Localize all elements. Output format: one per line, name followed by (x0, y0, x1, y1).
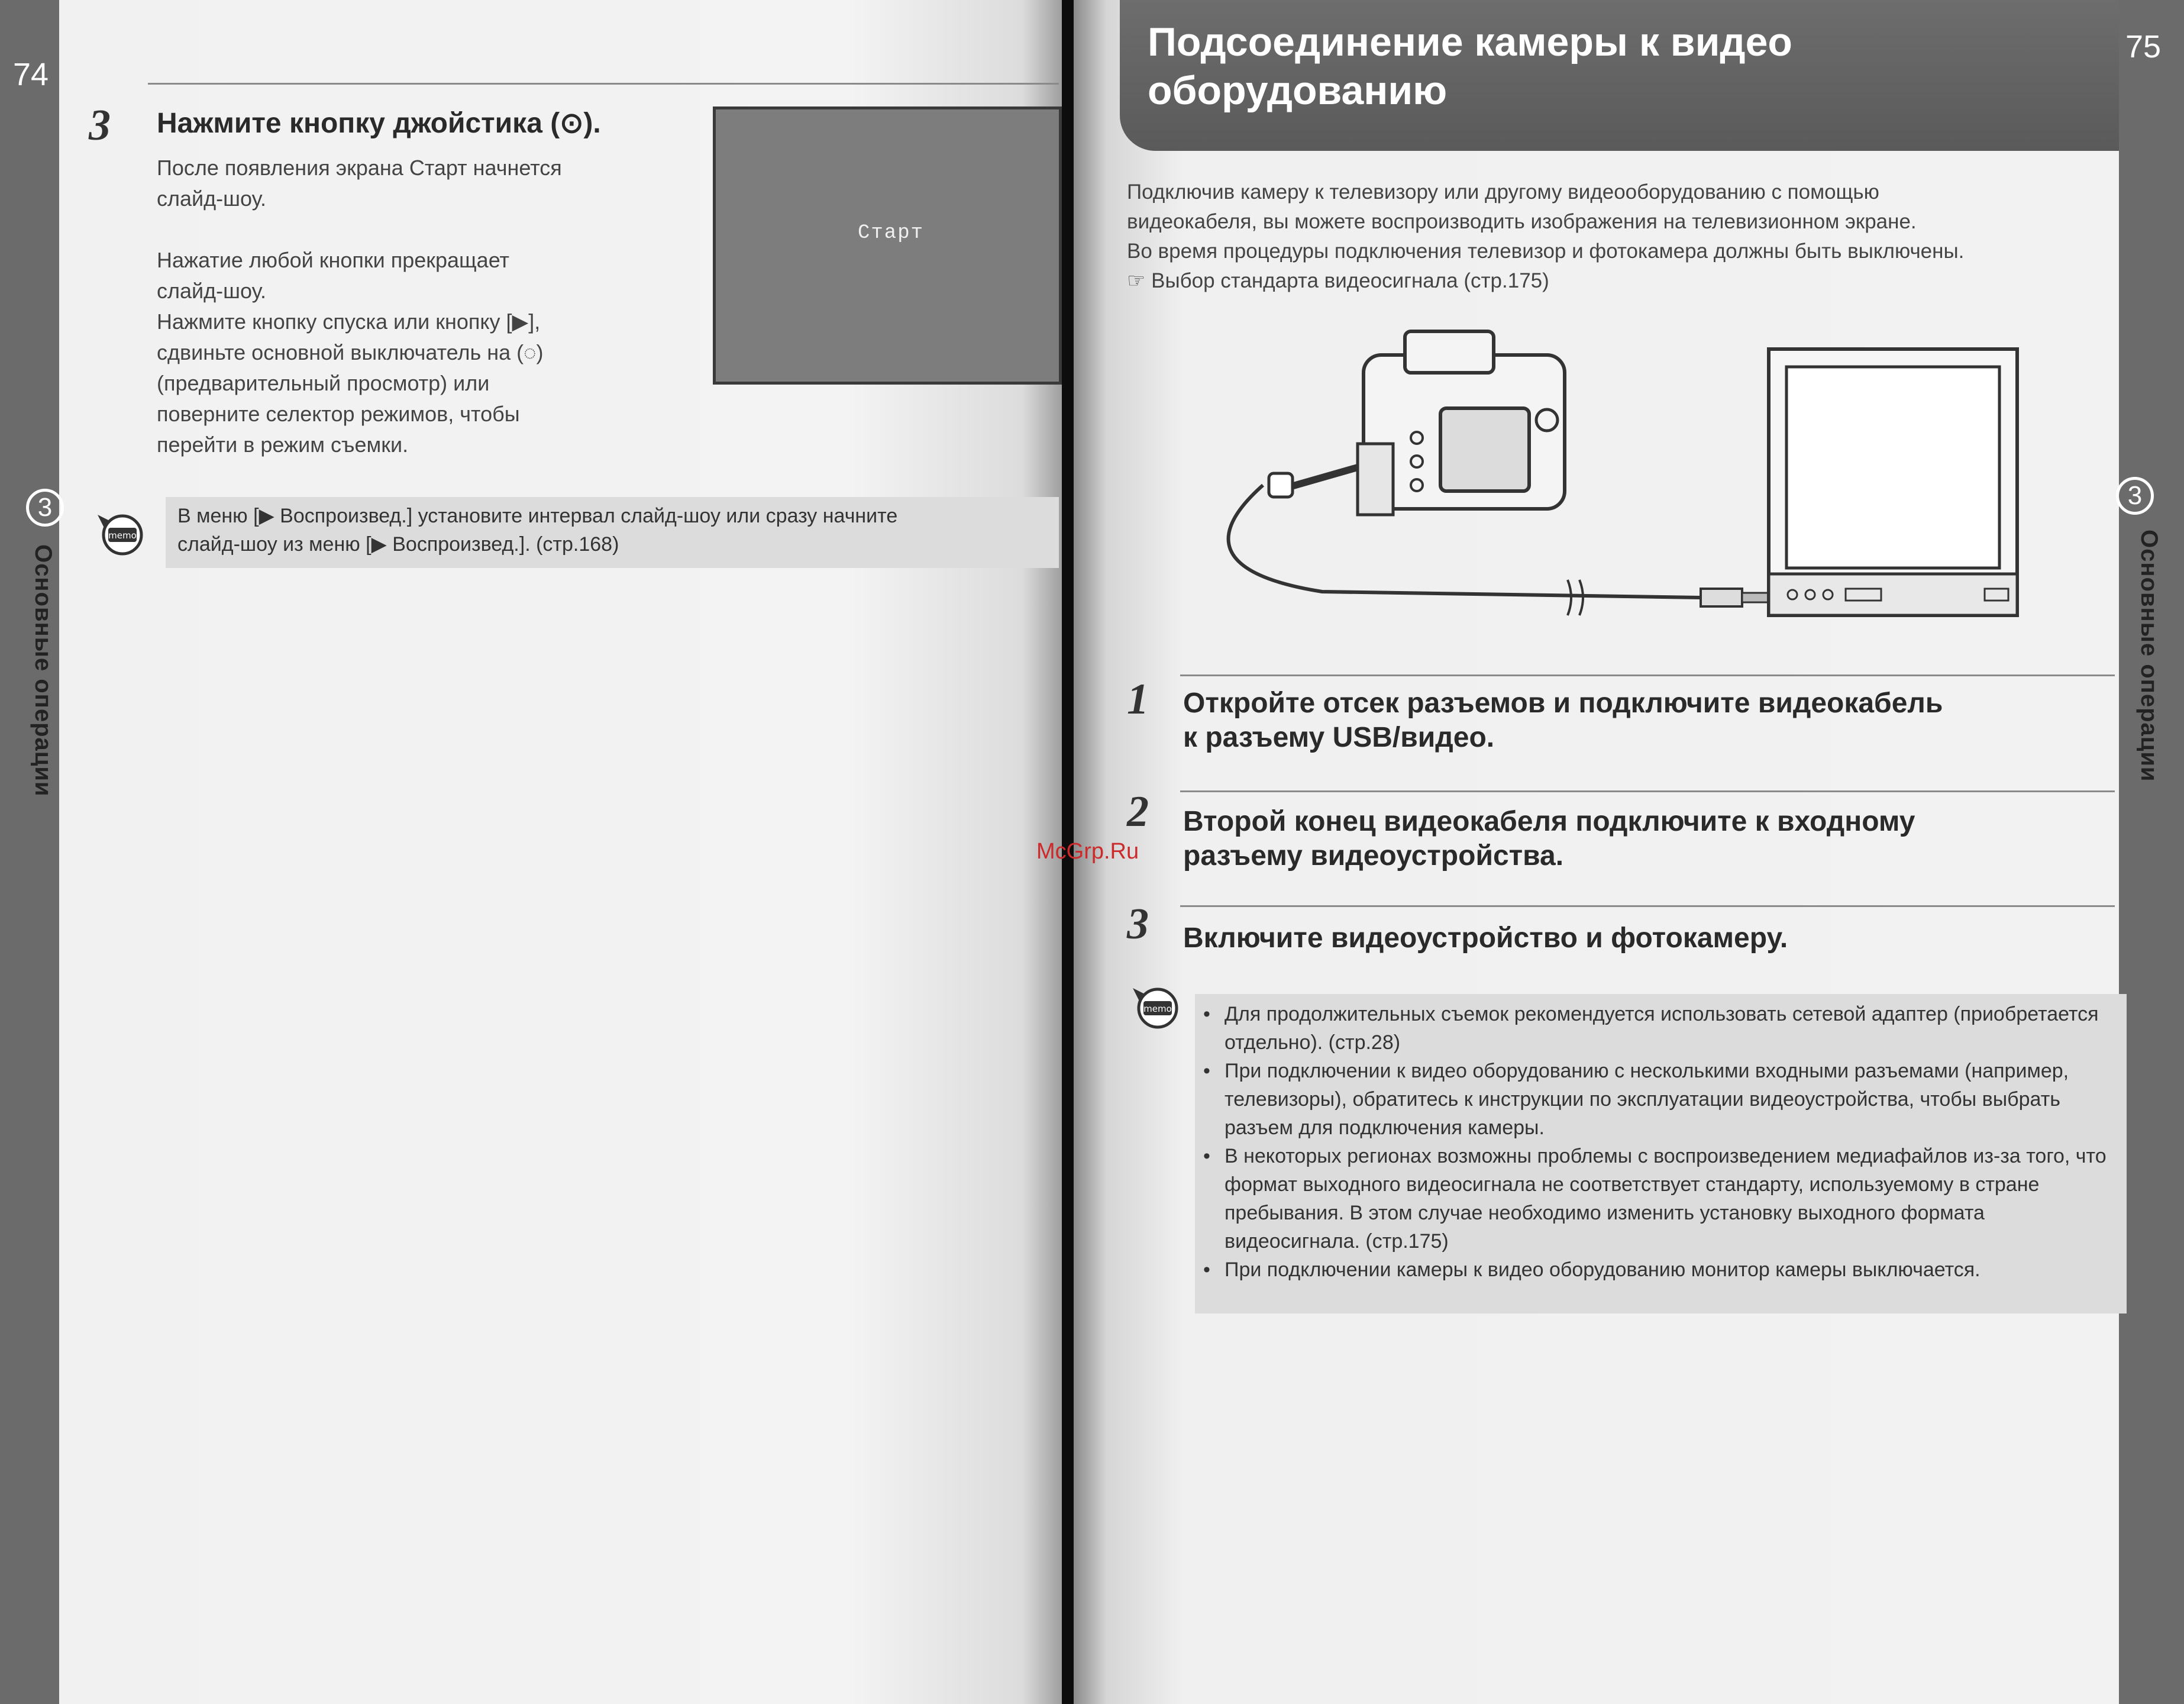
step2-title: Второй конец видеокабеля подключите к входному разъему видеоустройства. (1183, 806, 1915, 872)
right-chapter-number: 3 (2116, 477, 2154, 515)
step2-number: 2 (1127, 788, 1149, 836)
right-memo-icon (1127, 982, 1186, 1030)
step3-title: Включите видеоустройство и фотокамеру. (1183, 922, 1788, 954)
right-page-number: 75 (2125, 29, 2162, 64)
right-chapter-label: Основные операции (2136, 530, 2162, 782)
left-memo-text: В меню [▶ Воспроизвед.] установите интервал слайд-шоу или сразу начните слайд-шоу из меню [▶ Воспроизвед.]. (стр.168) (177, 505, 898, 556)
left-page (0, 0, 1065, 1704)
note-item: • Для продолжительных съемок рекомендуется использовать сетевой адаптер (приобретается отдельно). (стр.28) (1201, 1000, 2112, 1057)
left-step-title: Нажмите кнопку джойстика (⊙). (157, 108, 601, 139)
right-page (1074, 0, 2184, 1704)
step3-number: 3 (1127, 900, 1149, 948)
left-step-number: 3 (89, 101, 111, 150)
watermark-text: McGrp.Ru (1036, 839, 1139, 864)
step3-rule (1180, 905, 2115, 907)
intro-text: Подключив камеру к телевизору или другому видеооборудованию с помощью видеокабеля, вы можете воспроизводить изображения на телевизионном экране. Во время процедуры подключения телевизор и фотокамера должны быть выключены. ☞ Выбор стандарта видеосигнала (стр.175) (1127, 180, 1965, 292)
step1-rule (1180, 674, 2115, 676)
camera-illustration (1275, 331, 1565, 515)
step1-title: Откройте отсек разъемов и подключите видеокабель к разъему USB/видео. (1183, 688, 1943, 753)
right-memo-icon-label: memo (1143, 1003, 1172, 1014)
slideshow-preview-screen (713, 106, 1062, 385)
note-item: • При подключении к видео оборудованию с несколькими входными разъемами (например, телевизоры), обратитесь к инструкции по эксплуатации видеоустройства, чтобы выбрать разъем для подключения камеры. (1201, 1057, 2112, 1142)
left-step-body: После появления экрана Старт начнется слайд-шоу. Нажатие любой кнопки прекращает слайд-шоу. Нажмите кнопку спуска или кнопку [▶], сдвиньте основной выключатель на (◌) (предварительный просмотр) или поверните селектор режимов, чтобы перейти в режим съемки. (157, 156, 562, 457)
connection-illustration (1192, 320, 2032, 639)
preview-start-label: Старт (858, 222, 925, 244)
page-title: Подсоединение камеры к видео оборудованию (1148, 20, 1792, 113)
memo-icon (92, 509, 151, 556)
right-edge-tab (2119, 0, 2184, 1704)
left-page-number: 74 (13, 57, 49, 92)
left-chapter-label: Основные операции (30, 544, 56, 797)
left-top-rule (148, 83, 1059, 85)
left-edge-tab (0, 0, 59, 1704)
step1-number: 1 (1127, 675, 1149, 724)
tv-illustration (1769, 349, 2017, 615)
note-item: • В некоторых регионах возможны проблемы с воспроизведением медиафайлов из-за того, что формат выходного видеосигнала не соответствует стандарту, используемому в стране пребывания. В этом случае необходимо изменить установку выходного формата видеосигнала. (стр.175) (1201, 1142, 2112, 1256)
notes-list (1201, 1000, 2112, 1284)
note-item: • При подключении камеры к видео оборудованию монитор камеры выключается. (1201, 1256, 2112, 1284)
left-chapter-number: 3 (26, 489, 64, 527)
step2-rule (1180, 790, 2115, 792)
memo-icon-label: memo (108, 530, 137, 541)
